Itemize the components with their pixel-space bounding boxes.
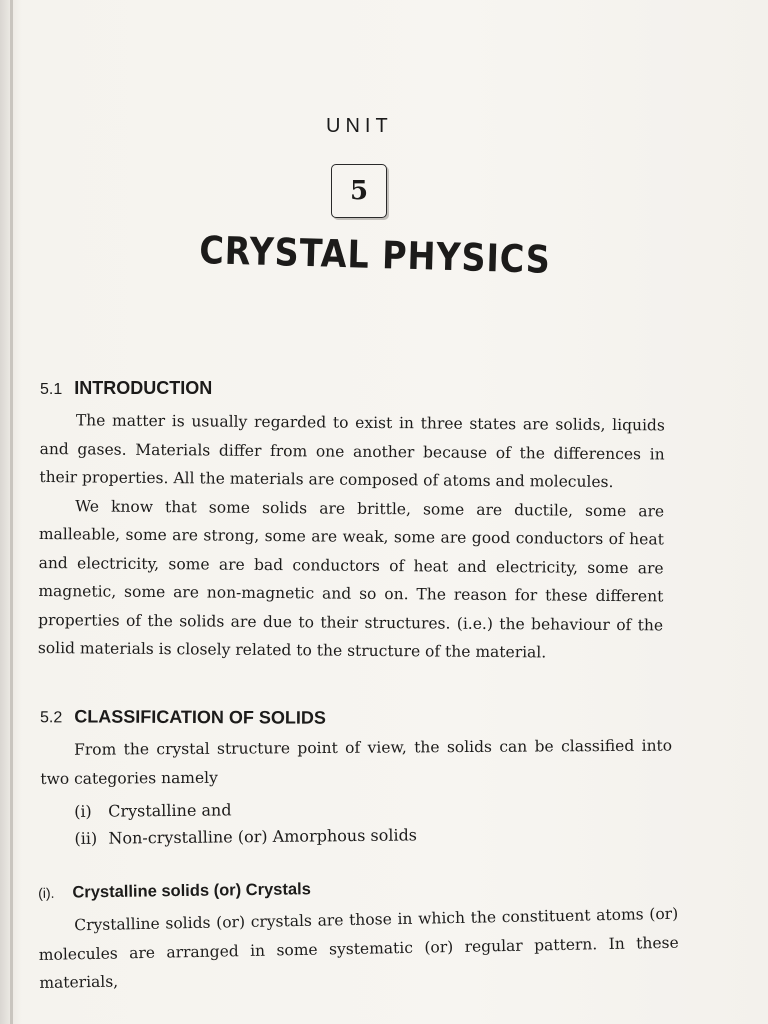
list-marker: (ii) xyxy=(74,828,98,848)
paragraph: From the crystal structure point of view, the solids can be classified into two categories namely xyxy=(40,736,673,788)
chapter-title: CRYSTAL PHYSICS xyxy=(198,228,552,282)
subsection-title: Crystalline solids (or) Crystals xyxy=(72,880,311,902)
section-number: 5.1 xyxy=(40,381,63,398)
subsection-heading-crystalline xyxy=(38,880,311,903)
paragraph: We know that some solids are brittle, some are ductile, some are malleable, some are strong, some are weak, some are good conductors of heat and electricity, some are bad conductors of heat and electricity, some are magnetic, some are non-magnetic and so on. The reason for these different properties of the solids are due to their structures. (i.e.) the behaviour of the solid materials is closely related to the structure of the material. xyxy=(37,496,665,662)
list-text: Crystalline and xyxy=(108,800,232,821)
unit-number: 5 xyxy=(349,176,369,206)
section-heading-classification xyxy=(40,706,326,728)
classification-intro xyxy=(40,732,672,793)
subsection-number: (i). xyxy=(38,884,55,901)
introduction-body xyxy=(38,406,665,668)
unit-label: UNIT xyxy=(326,115,393,137)
section-title: INTRODUCTION xyxy=(74,378,213,398)
classification-list xyxy=(74,794,417,852)
list-item xyxy=(74,794,417,825)
paragraph: The matter is usually regarded to exist in three states are solids, liquids and gases. Materials differ from one another because of the differences in their properties. All the materials are composed of atoms and molecules. xyxy=(39,411,665,492)
page-spine-shadow xyxy=(10,0,13,1024)
section-title: CLASSIFICATION OF SOLIDS xyxy=(74,706,326,728)
section-number: 5.2 xyxy=(39,709,63,727)
list-text: Non-crystalline (or) Amorphous solids xyxy=(108,825,418,848)
section-heading-introduction xyxy=(40,378,212,399)
list-item xyxy=(74,821,417,852)
paragraph: Crystalline solids (or) crystals are those in which the constituent atoms (or) molecules are arranged in some systematic (or) regular pattern. In these materials, xyxy=(38,904,679,992)
list-marker: (i) xyxy=(74,801,92,821)
crystalline-body xyxy=(38,900,680,998)
unit-number-box xyxy=(331,164,387,218)
